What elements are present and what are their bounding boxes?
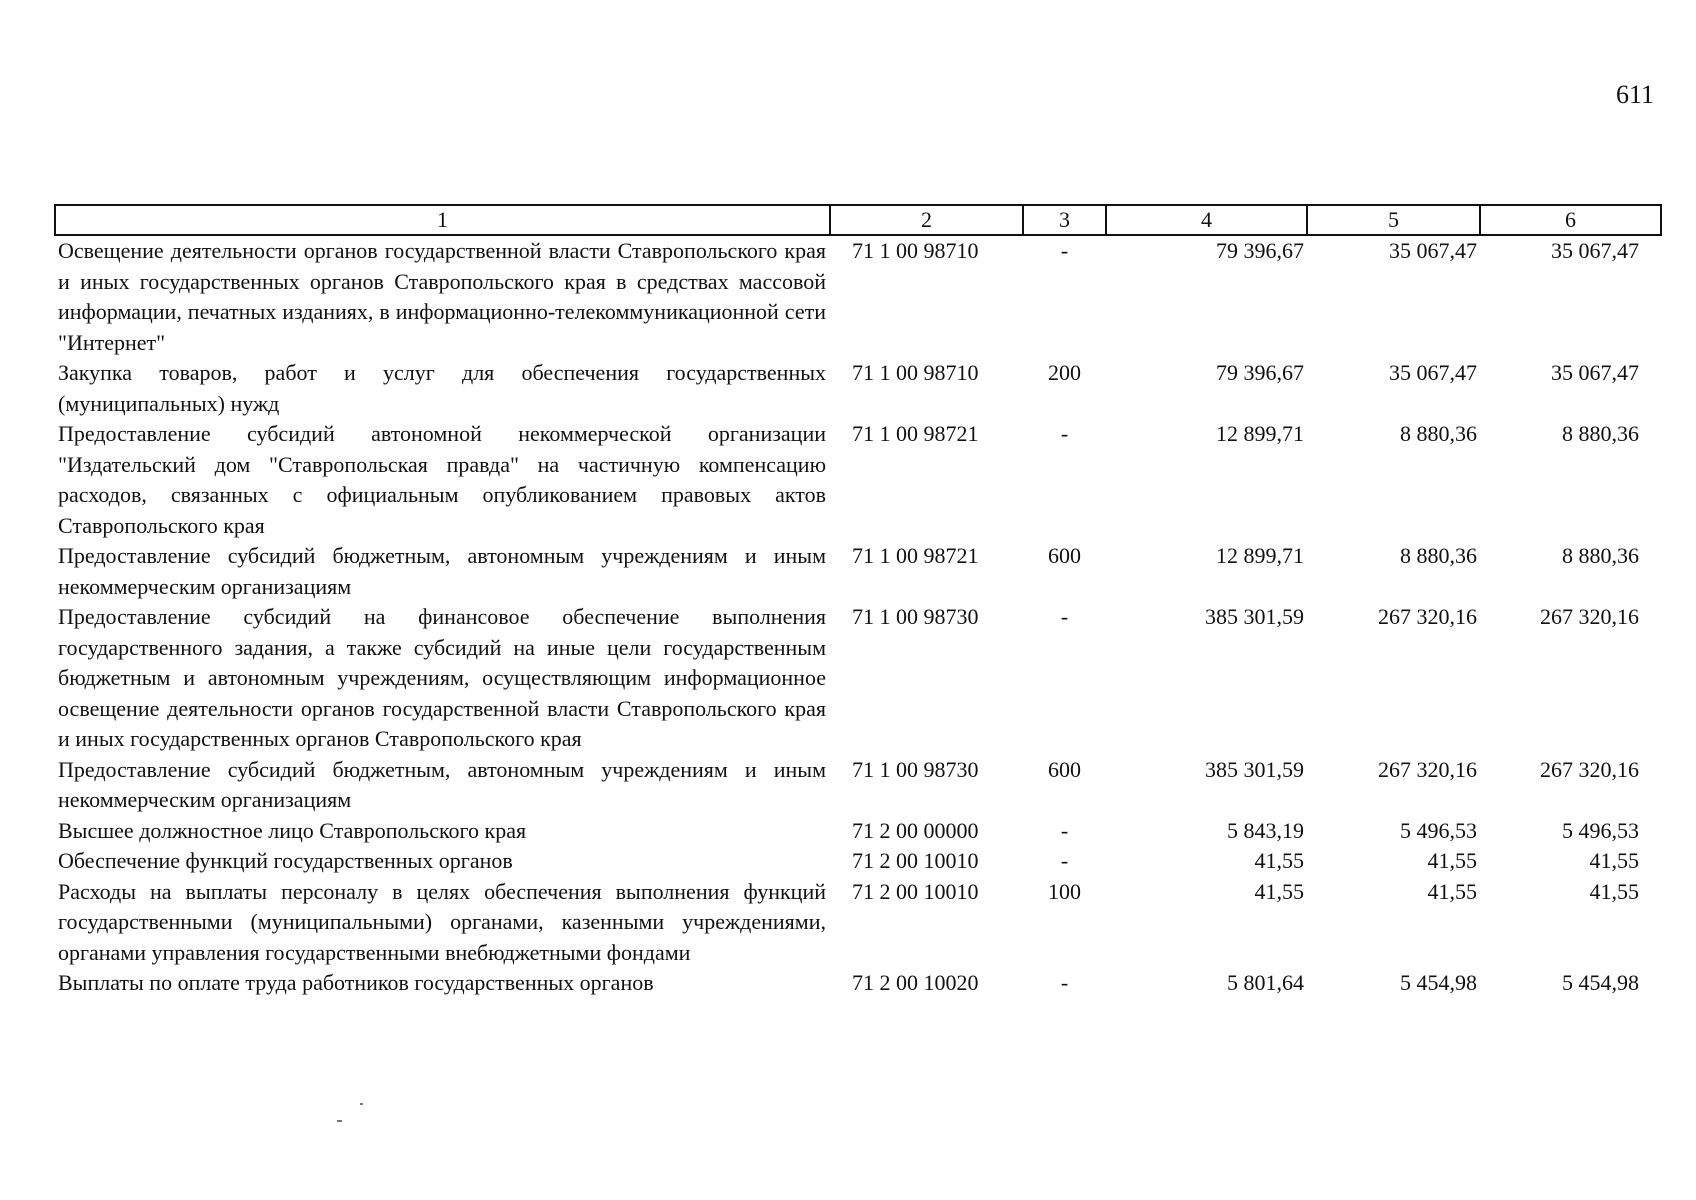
row-code: 71 1 00 98730 — [852, 604, 979, 629]
row-expense-type: - — [1060, 848, 1069, 873]
row-value-col6: 41,55 — [1589, 878, 1639, 904]
row-value-col4: 385 301,59 — [1205, 604, 1304, 629]
row-value-col5: 35 067,47 — [1389, 238, 1477, 263]
row-expense-type: - — [1060, 604, 1069, 629]
row-name: Обеспечение функций государственных органов — [58, 848, 513, 873]
header-col-2: 2 — [830, 205, 1023, 235]
row-name: Предоставление субсидий бюджетным, автономным учреждениям и иным некоммерческим организациям — [58, 756, 826, 812]
row-expense-type: 600 — [1048, 543, 1081, 568]
row-value-col5: 5 454,98 — [1400, 970, 1477, 995]
row-code: 71 2 00 00000 — [852, 817, 979, 843]
row-value-col6: 35 067,47 — [1551, 238, 1639, 263]
budget-table — [54, 204, 1662, 999]
header-row — [55, 205, 1661, 235]
row-expense-type: - — [1060, 817, 1069, 843]
table-row — [55, 846, 1661, 877]
scan-speck — [337, 1120, 342, 1122]
row-value-col5: 5 496,53 — [1400, 817, 1477, 843]
row-value-col5: 8 880,36 — [1400, 543, 1477, 568]
row-value-col4: 79 396,67 — [1216, 238, 1304, 263]
row-value-col4: 79 396,67 — [1216, 360, 1304, 385]
row-code: 71 1 00 98730 — [852, 756, 979, 782]
row-value-col5: 35 067,47 — [1389, 360, 1477, 385]
header-col-4: 4 — [1106, 205, 1307, 235]
table-row — [55, 968, 1661, 999]
row-code: 71 1 00 98721 — [852, 543, 979, 568]
row-name: Расходы на выплаты персоналу в целях обеспечения выполнения функций государственными (муниципальными) органами, казенными учреждениями, органами управления государственными внебюджетными фондами — [58, 878, 826, 965]
table-row — [55, 358, 1661, 419]
row-value-col6: 267 320,16 — [1540, 756, 1639, 782]
header-col-6: 6 — [1480, 205, 1661, 235]
table-row — [55, 816, 1661, 847]
row-name: Предоставление субсидий бюджетным, автономным учреждениям и иным некоммерческим организациям — [58, 543, 826, 599]
row-expense-type: 600 — [1048, 756, 1081, 782]
table-header — [55, 205, 1661, 235]
row-value-col5: 8 880,36 — [1400, 421, 1477, 446]
table-body — [55, 235, 1661, 999]
row-value-col4: 385 301,59 — [1205, 756, 1304, 782]
row-value-col6: 5 454,98 — [1562, 970, 1639, 995]
row-value-col6: 41,55 — [1589, 848, 1639, 873]
row-code: 71 2 00 10010 — [852, 848, 979, 873]
scan-speck — [360, 1103, 363, 1105]
row-name: Выплаты по оплате труда работников государственных органов — [58, 970, 654, 995]
row-expense-type: - — [1060, 421, 1069, 446]
table-row — [55, 602, 1661, 755]
row-value-col4: 41,55 — [1254, 848, 1304, 873]
row-expense-type: 200 — [1048, 360, 1081, 385]
header-col-3: 3 — [1023, 205, 1106, 235]
row-value-col4: 41,55 — [1254, 878, 1304, 904]
header-col-1: 1 — [55, 205, 830, 235]
table-row — [55, 419, 1661, 541]
row-value-col6: 267 320,16 — [1540, 604, 1639, 629]
row-code: 71 2 00 10010 — [852, 878, 979, 904]
row-value-col5: 41,55 — [1427, 878, 1477, 904]
row-value-col6: 5 496,53 — [1562, 817, 1639, 843]
row-value-col6: 35 067,47 — [1551, 360, 1639, 385]
row-expense-type: 100 — [1048, 878, 1081, 904]
row-value-col4: 5 843,19 — [1227, 817, 1304, 843]
row-value-col5: 267 320,16 — [1378, 604, 1477, 629]
row-code: 71 1 00 98710 — [852, 360, 979, 385]
row-name: Предоставление субсидий на финансовое обеспечение выполнения государственного задания, а также субсидий на иные цели государственным бюджетным и автономным учреждениям, осуществляющим информационное освещение деятельности органов государственной власти Ставропольского края и иных государственных органов Ставропольского края — [58, 604, 826, 751]
row-value-col4: 5 801,64 — [1227, 970, 1304, 995]
row-value-col4: 12 899,71 — [1216, 543, 1304, 568]
row-name: Предоставление субсидий автономной некоммерческой организации "Издательский дом "Ставропольская правда" на частичную компенсацию расходов, связанных с официальным опубликованием правовых актов Ставропольского края — [58, 421, 826, 538]
row-code: 71 1 00 98721 — [852, 421, 979, 446]
row-value-col4: 12 899,71 — [1216, 421, 1304, 446]
page-number: 611 — [1615, 80, 1654, 109]
table-row — [55, 877, 1661, 969]
table-row — [55, 235, 1661, 358]
row-value-col5: 267 320,16 — [1378, 756, 1477, 782]
row-value-col6: 8 880,36 — [1562, 421, 1639, 446]
row-name: Закупка товаров, работ и услуг для обеспечения государственных (муниципальных) нужд — [58, 360, 826, 416]
row-name: Освещение деятельности органов государственной власти Ставропольского края и иных государственных органов Ставропольского края в средствах массовой информации, печатных изданиях, в информационно-телекоммуникационной сети "Интернет" — [58, 238, 826, 355]
table-row — [55, 755, 1661, 816]
row-expense-type: - — [1060, 970, 1069, 995]
table-row — [55, 541, 1661, 602]
row-value-col6: 8 880,36 — [1562, 543, 1639, 568]
row-code: 71 2 00 10020 — [852, 970, 979, 995]
row-name: Высшее должностное лицо Ставропольского края — [58, 817, 527, 843]
row-value-col5: 41,55 — [1427, 848, 1477, 873]
header-col-5: 5 — [1307, 205, 1480, 235]
row-expense-type: - — [1060, 238, 1069, 263]
row-code: 71 1 00 98710 — [852, 238, 979, 263]
